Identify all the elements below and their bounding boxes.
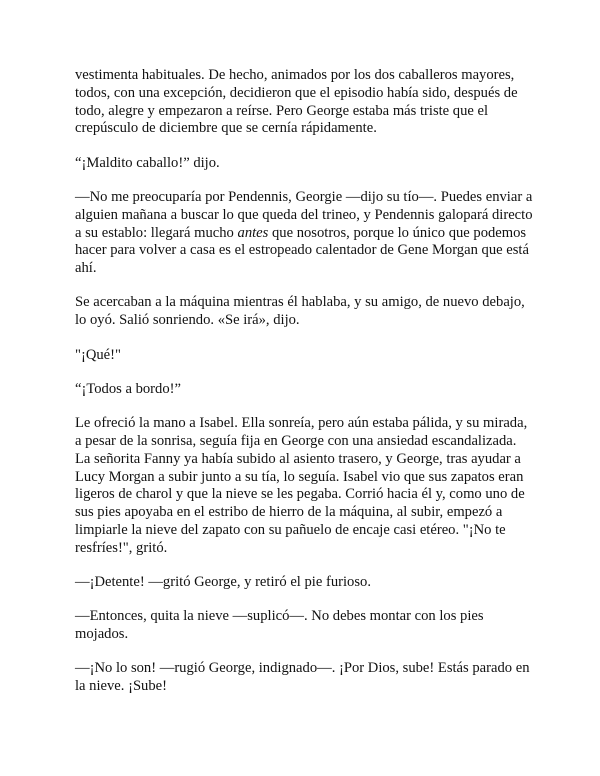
paragraph-5: "¡Qué!" — [75, 346, 121, 363]
paragraph-10: —¡No lo son! —rugió George, indignado—. ¡Por Dios, sube! Estás parado en la nieve. ¡Sube! — [75, 660, 530, 695]
paragraph-3-text-before: —No me preocuparía por Pendennis, Georgie —dijo su tío—. Puedes enviar a alguien mañana a buscar lo que queda del trineo, y Pendennis galopará directo a su establo: llegará mucho — [75, 188, 533, 241]
document-page — [75, 67, 535, 713]
paragraph-3 — [75, 189, 535, 278]
paragraph-4: Se acercaban a la máquina mientras él hablaba, y su amigo, de nuevo debajo, lo oyó. Salió sonriendo. «Se irá», dijo. — [75, 294, 525, 329]
paragraph-1: vestimenta habituales. De hecho, animados por los dos caballeros mayores, todos, con una excepción, decidieron que el episodio había sido, después de todo, alegre y empezaron a reírse. Pero George estaba más triste que el crepúsculo de diciembre que se cernía rápidamente. — [75, 67, 518, 137]
paragraph-7: Le ofreció la mano a Isabel. Ella sonreía, pero aún estaba pálida, y su mirada, a pesar de la sonrisa, seguía fija en George con una ansiedad escandalizada. La señorita Fanny ya había subido al asiento trasero, y George, tras ayudar a Lucy Morgan a subir junto a su tía, lo seguía. Isabel vio que sus zapatos eran ligeros de charol y que la nieve se les pegaba. Corrió hacia él y, como uno de sus pies apoyaba en el estribo de hierro de la máquina, al subir, empezó a limpiarle la nieve del zapato con su pañuelo de encaje casi etéreo. "¡No te resfríes!", gritó. — [75, 415, 528, 556]
paragraph-9: —Entonces, quita la nieve —suplicó—. No debes montar con los pies mojados. — [75, 608, 484, 643]
paragraph-8: —¡Detente! —gritó George, y retiró el pie furioso. — [75, 574, 371, 591]
paragraph-6: “¡Todos a bordo!” — [75, 380, 181, 397]
paragraph-3-emphasis: antes — [237, 224, 269, 241]
paragraph-2: “¡Maldito caballo!” dijo. — [75, 154, 220, 171]
paragraph-3-text-after: que nosotros, porque lo único que podemos hacer para volver a casa es el estropeado calentador de Gene Morgan que está ahí. — [75, 224, 529, 277]
